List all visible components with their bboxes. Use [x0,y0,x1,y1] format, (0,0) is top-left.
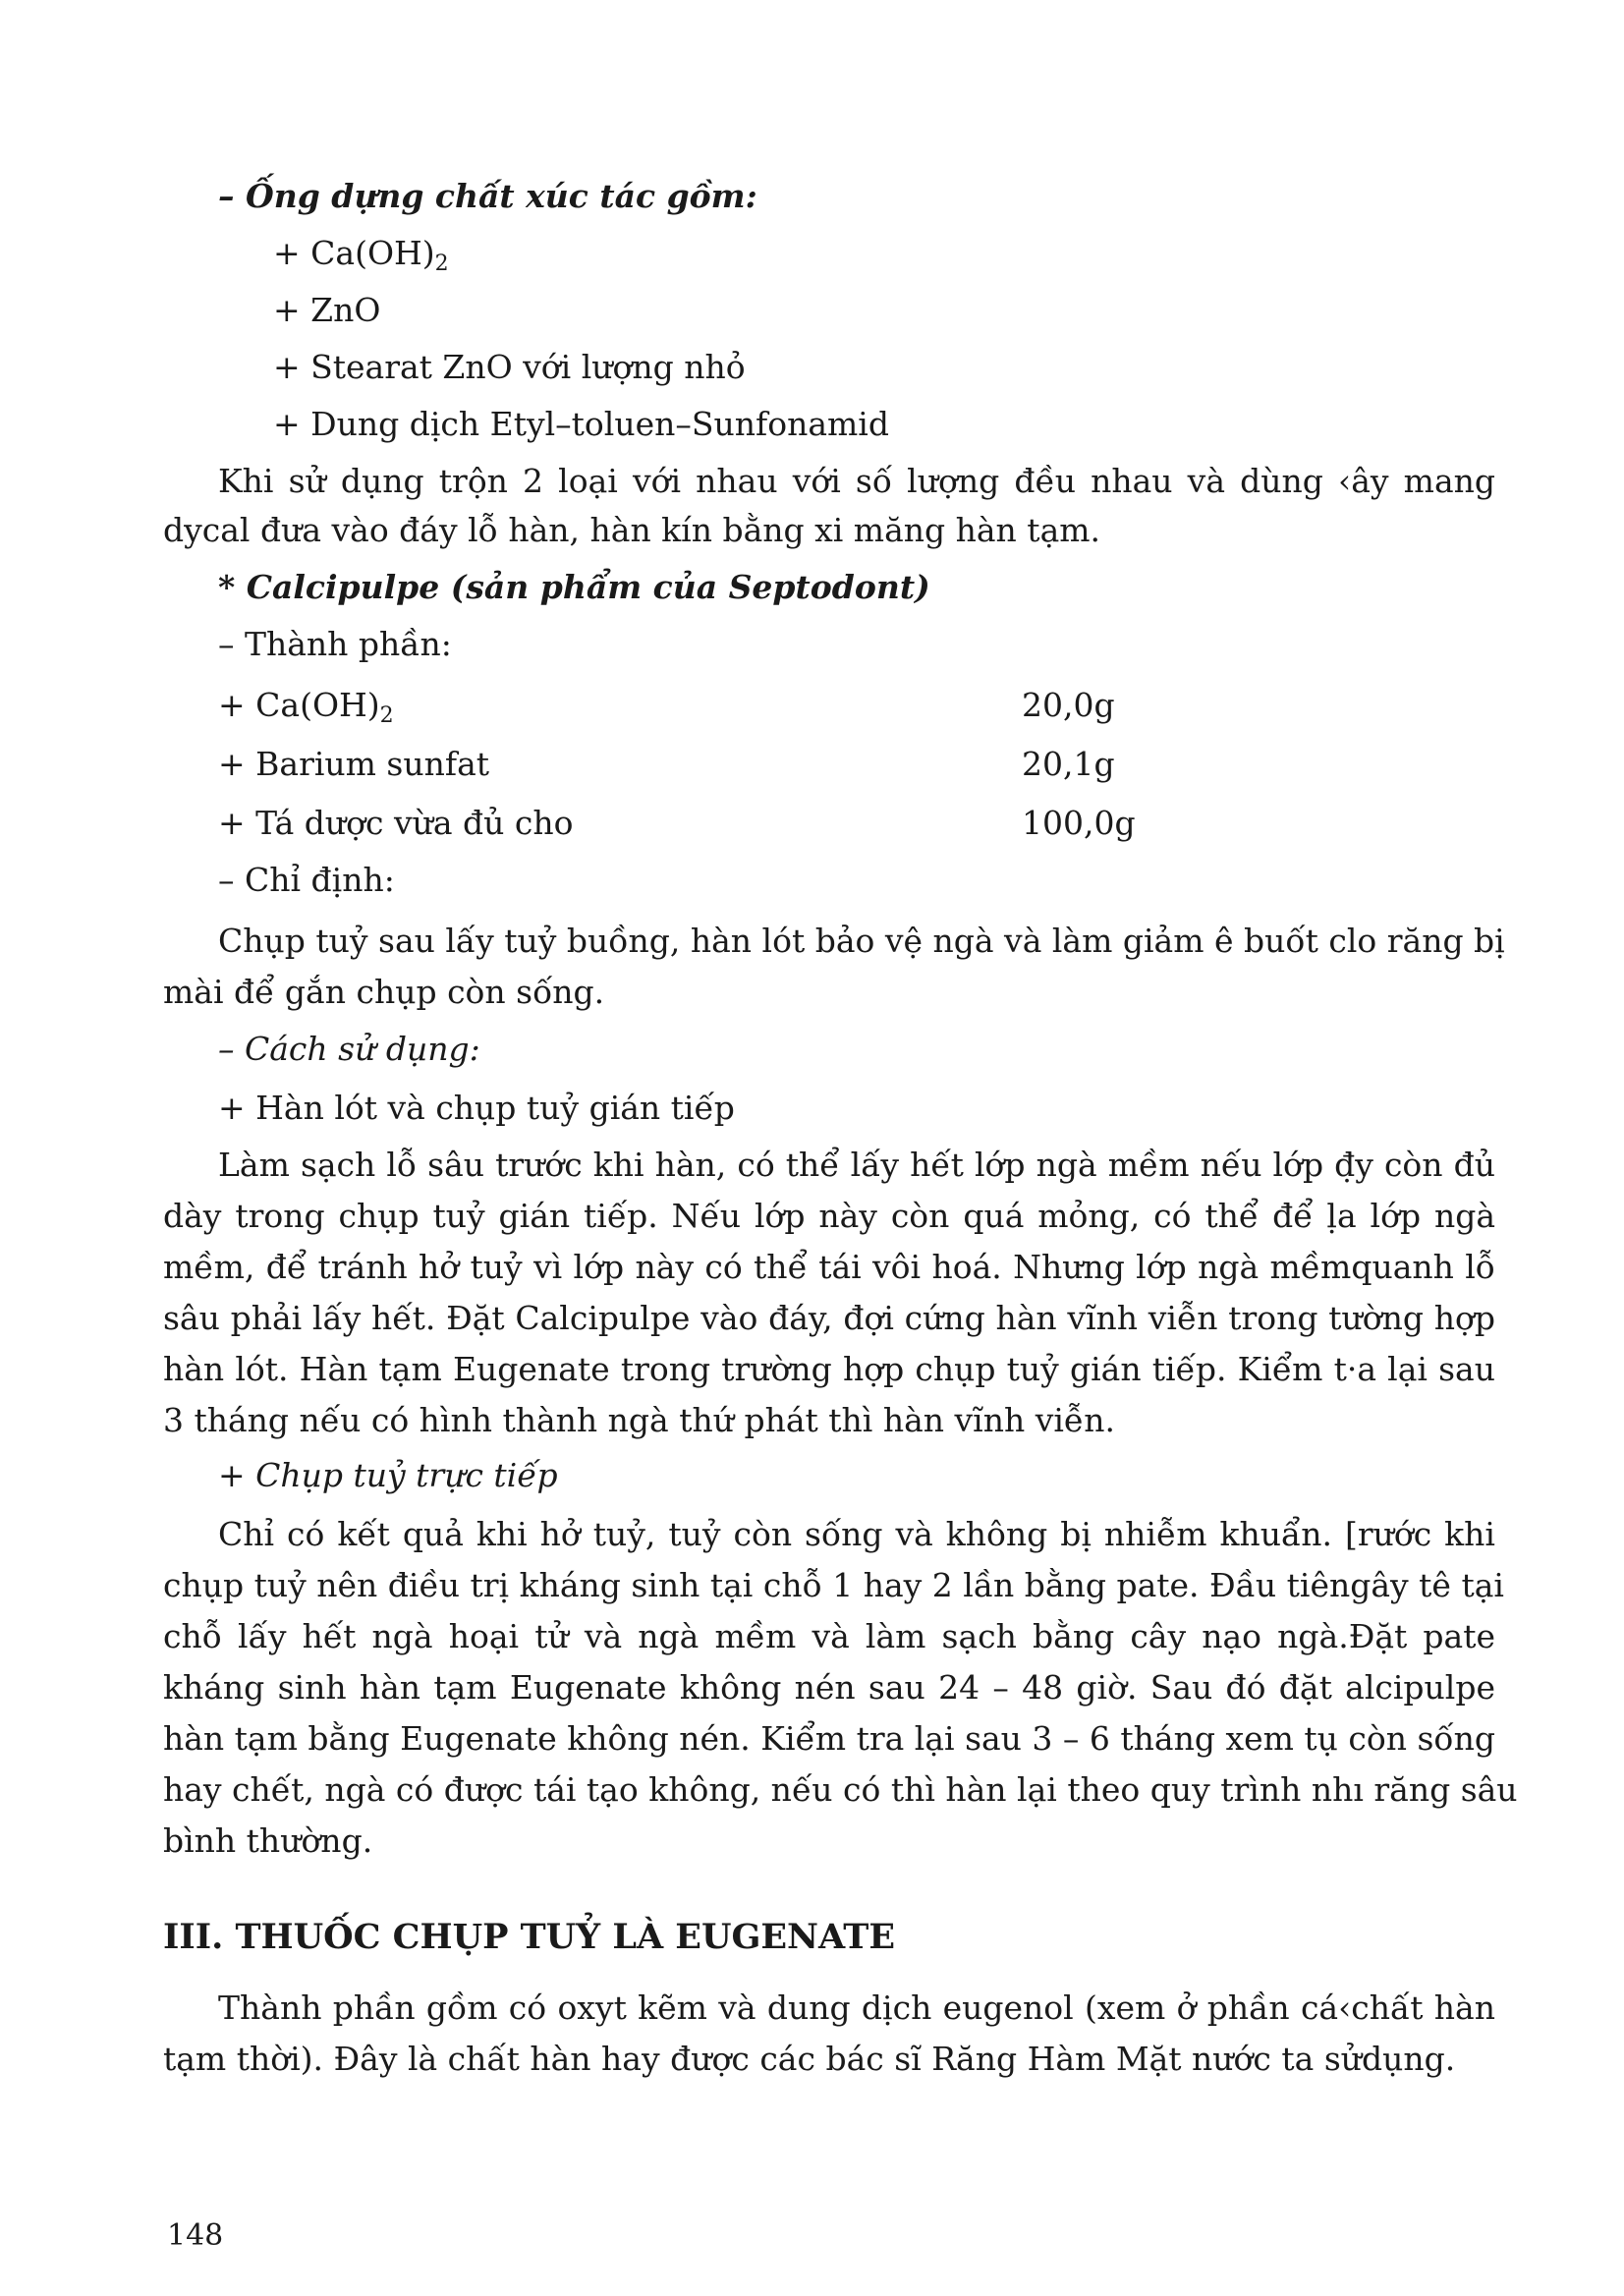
direct-line-1: Chỉ có kết quả khi hở tuỷ, tuỷ còn sống và không bị nhiễm khuẩn. [rước khi [218,1515,1495,1553]
calcipulpe-title: * Calcipulpe (sản phẩm của Septodont) [218,568,930,606]
section3-heading: III. THUỐC CHỤP TUỶ LÀ EUGENATE [163,1917,896,1957]
direct-line-3: chỗ lấy hết ngà hoại tử và ngà mềm và làm sạch bằng cây nạo ngà.Đặt pate [163,1617,1495,1655]
direct-line-4: kháng sinh hàn tạm Eugenate không nén sau 24 – 48 giờ. Sau đó đặt alcipulpe [163,1668,1495,1707]
ingredient-2-name: + Barium sunfat [218,745,490,783]
catalyst-usage-line-2: dycal đưa vào đáy lỗ hàn, hàn kín bằng xi măng hàn tạm. [163,511,1101,549]
indirect-line-5: hàn lót. Hàn tạm Eugenate trong trường hợp chụp tuỷ gián tiếp. Kiểm t·a lại sau [163,1350,1495,1388]
ingredient-3-amount: 100,0g [1022,804,1136,842]
composition-label: – Thành phần: [218,625,452,663]
page-number: 148 [167,2218,224,2253]
indirect-line-1: Làm sạch lỗ sâu trước khi hàn, có thể lấy hết lớp ngà mềm nếu lớp đ̣y còn đủ [218,1146,1495,1184]
indication-line-2: mài để gắn chụp còn sống. [163,973,605,1011]
indirect-label: + Hàn lót và chụp tuỷ gián tiếp [218,1089,735,1127]
indication-line-1: Chụp tuỷ sau lấy tuỷ buồng, hàn lót bảo vệ ngà và làm giảm ê buốt clo răng bị [218,922,1505,960]
indirect-line-6: 3 tháng nếu có hình thành ngà thứ phát thì hàn vĩnh viễn. [163,1401,1115,1439]
direct-line-5: hàn tạm bằng Eugenate không nén. Kiểm tra lại sau 3 – 6 tháng xem tụ còn sống [163,1719,1495,1758]
direct-line-7: bình thường. [163,1821,373,1860]
catalyst-item-2: + ZnO [273,291,381,329]
catalyst-item-4: + Dung dịch Etyl–toluen–Sunfonamid [273,405,889,443]
direct-line-6: hay chết, ngà có được tái tạo không, nếu có thì hàn lại theo quy trình nhı răng sâu [163,1770,1518,1809]
catalyst-item-3: + Stearat ZnO với lượng nhỏ [273,348,746,386]
catalyst-heading: – Ống dựng chất xúc tác gồm: [218,177,757,215]
indirect-line-4: sâu phải lấy hết. Đặt Calcipulpe vào đáy, đợi cứng hàn vĩnh viễn trong tường hợp [163,1299,1495,1337]
ingredient-1-name: + $Ca(OH)_2$ [218,686,394,728]
section3-line-1: Thành phần gồm có oxyt kẽm và dung dịch eugenol (xem ở phần cá‹chất hàn [218,1988,1495,2027]
indirect-line-2: dày trong chụp tuỷ gián tiếp. Nếu lớp này còn quá mỏng, có thể để ḷa lớp ngà [163,1197,1495,1235]
catalyst-usage-line-1: Khi sử dụng trộn 2 loại với nhau với số lượng đều nhau và dùng ‹ây mang [218,462,1495,500]
usage-label: – Cách sử dụng: [218,1030,480,1068]
catalyst-item-1: + $Ca(OH)_2$ [273,234,449,276]
direct-label: + Chụp tuỷ trực tiếp [218,1456,558,1494]
section3-line-2: tạm thời). Đây là chất hàn hay được các bác sĩ Răng Hàm Mặt nước ta sửdụng. [163,2040,1456,2078]
ingredient-2-amount: 20,1g [1022,745,1115,783]
direct-line-2: chụp tuỷ nên điều trị kháng sinh tại chỗ 1 hay 2 lần bằng pate. Đầu tiêngây tê tại [163,1566,1504,1604]
ingredient-3-name: + Tá dược vừa đủ cho [218,804,574,842]
indication-label: – Chỉ định: [218,861,395,899]
indirect-line-3: mềm, để tránh hở tuỷ vì lớp này có thể tái vôi hoá. Nhưng lớp ngà mềmquanh lỗ [163,1248,1495,1286]
ingredient-1-amount: 20,0g [1022,686,1115,724]
